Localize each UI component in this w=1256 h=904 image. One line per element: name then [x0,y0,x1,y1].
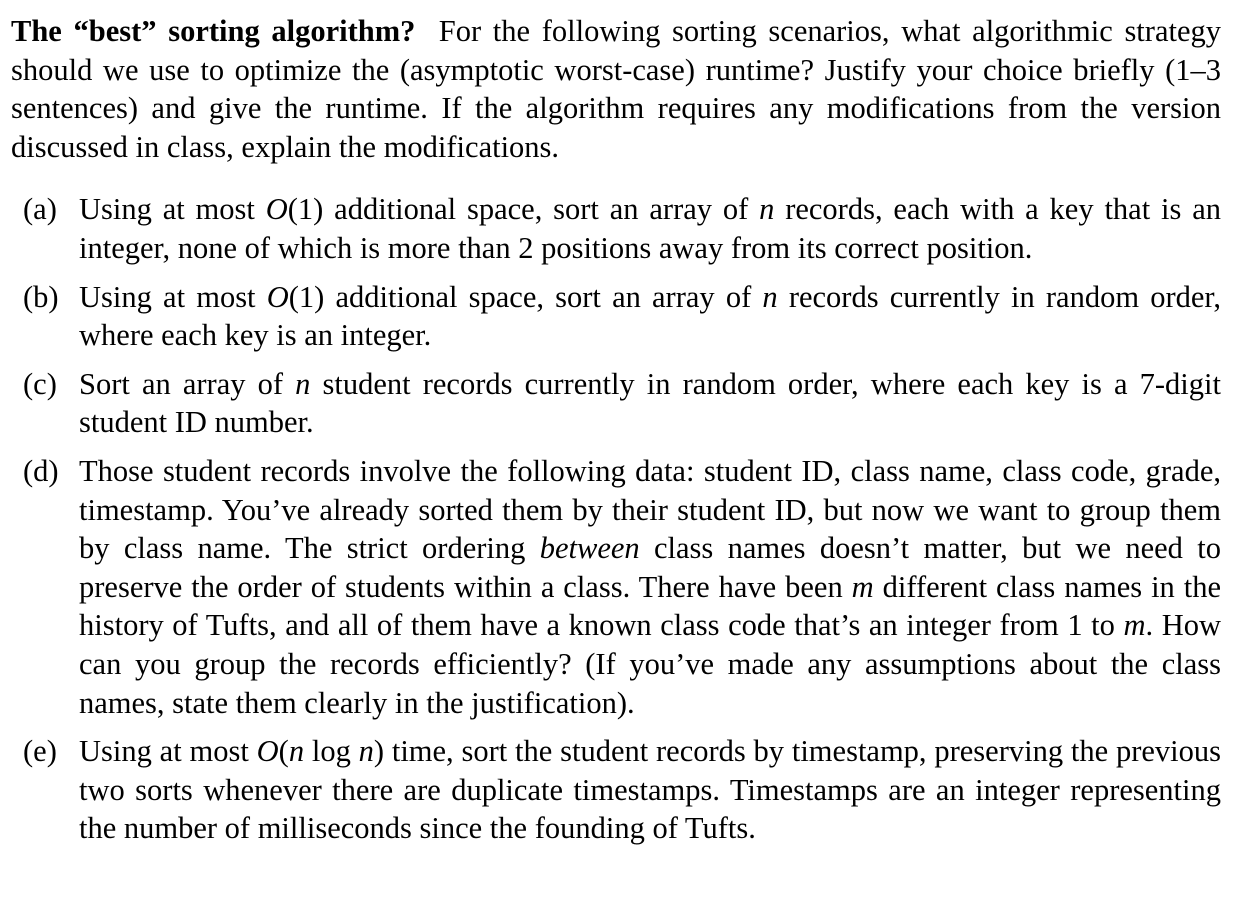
problem-title: The “best” sorting algorithm? [11,14,416,48]
subquestion-c [11,365,1221,442]
subquestion-text: Using at most O(n log n) time, sort the student records by timestamp, preserving the previous two sorts whenever there are duplicate timestamps. Timestamps are an integer representing the number of milliseconds since the founding of Tufts. [79,734,1221,846]
math-symbol: n [288,734,305,769]
math-symbol: m [851,569,874,604]
math-symbol: n [358,734,374,769]
subquestion-text: Sort an array of n student records currently in random order, where each key is a 7-digit student ID number. [79,366,1221,440]
emphasis-text: between [539,531,640,566]
subquestion-a [11,190,1221,267]
subquestion-d [11,452,1221,722]
problem-intro [11,12,1221,166]
problem-page [11,12,1221,858]
math-symbol: O [266,279,289,314]
subquestion-b [11,278,1221,355]
math-symbol: n [759,192,775,227]
subquestion-label: (e) [23,734,57,769]
subquestion-label: (b) [23,279,59,314]
subquestion-text: Using at most O(1) additional space, sort an array of n records, each with a key that is an integer, none of which is more than 2 positions away from its correct position. [79,192,1221,265]
subquestion-list [11,190,1221,848]
subquestion-text: Using at most O(1) additional space, sort an array of n records currently in random order, where each key is an integer. [79,279,1221,353]
subquestion-e [11,732,1221,848]
math-symbol: n [762,279,778,314]
math-symbol: n [295,366,311,401]
math-symbol: O [265,192,288,227]
math-symbol: O [256,734,279,769]
subquestion-text: Those student records involve the following data: student ID, class name, class code, grade, timestamp. You’ve already sorted them by their student ID, but now we want to group them by class name. The strict ordering between class names doesn’t matter, but we need to preserve the order of students within a class. There have been m different class names in the history of Tufts, and all of them have a known class code that’s an integer from 1 to m. How can you group the records efficiently? (If you’ve made any assumptions about the class names, state them clearly in the justification). [79,453,1221,720]
problem-description: For the following sorting scenarios, what algorithmic strategy should we use to optimize the (asymptotic worst-case) runtime? Justify your choice briefly (1–3 sentences) and give the runtime. If the algorithm requires any modifications from the version discussed in class, explain the modifications. [11,14,1221,164]
math-symbol: m [1123,608,1146,643]
subquestion-label: (c) [23,366,57,401]
subquestion-label: (d) [23,453,59,488]
subquestion-label: (a) [23,192,57,227]
